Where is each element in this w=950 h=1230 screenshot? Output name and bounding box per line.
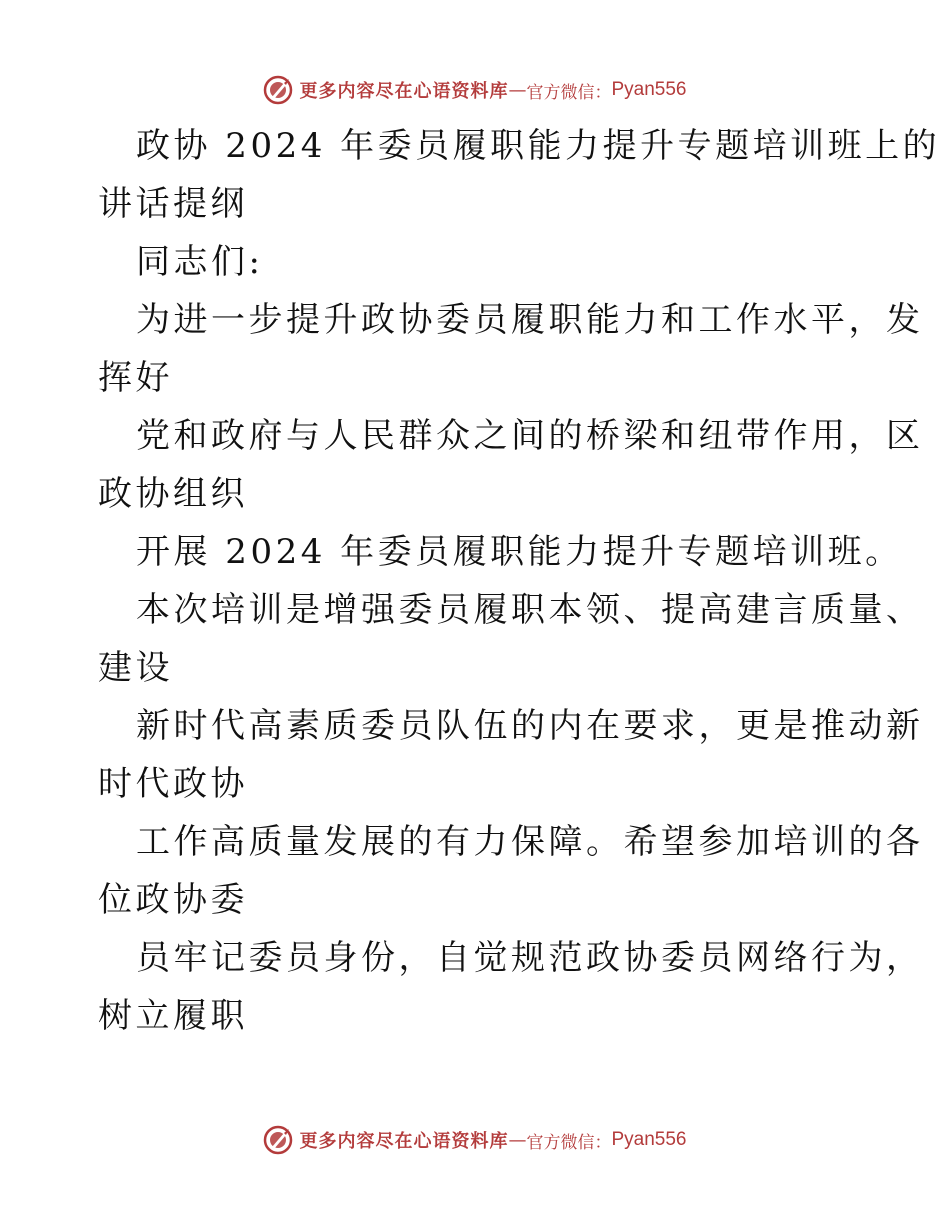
doc-line: 位政协委: [98, 880, 248, 920]
doc-line: 员牢记委员身份，自觉规范政协委员网络行为，: [136, 938, 924, 978]
doc-line: 新时代高素质委员队伍的内在要求，更是推动新: [136, 706, 924, 746]
doc-line: 政协组织: [98, 474, 248, 514]
doc-line: 同志们:: [136, 242, 264, 282]
doc-line: 挥好: [98, 358, 173, 398]
watermark-label: 官方微信：: [526, 1132, 612, 1153]
watermark-id: Pyan556: [611, 1129, 687, 1150]
doc-line: 建设: [98, 648, 173, 688]
watermark-label: 官方微信：: [526, 82, 612, 103]
watermark-dash: —: [508, 1129, 527, 1151]
doc-line: 党和政府与人民群众之间的桥梁和纽带作用，区: [136, 416, 924, 456]
doc-line: 本次培训是增强委员履职本领、提高建言质量、: [136, 590, 924, 630]
quill-logo-icon: [263, 75, 293, 105]
doc-line: 树立履职: [98, 996, 248, 1036]
doc-line: 政协 2024 年委员履职能力提升专题培训班上的: [136, 126, 941, 166]
watermark-dash: —: [508, 79, 527, 101]
doc-line: 时代政协: [98, 764, 248, 804]
doc-line: 为进一步提升政协委员履职能力和工作水平，发: [136, 300, 924, 340]
doc-line: 讲话提纲: [98, 184, 248, 224]
footer-watermark: [0, 1120, 950, 1160]
watermark-text: 更多内容尽在心语资料库: [299, 81, 509, 102]
doc-line: 开展 2024 年委员履职能力提升专题培训班。: [136, 532, 903, 572]
doc-line: 工作高质量发展的有力保障。希望参加培训的各: [136, 822, 924, 862]
header-watermark: [0, 70, 950, 110]
quill-logo-icon: [263, 1125, 293, 1155]
document-body: [98, 117, 941, 1045]
watermark-text: 更多内容尽在心语资料库: [299, 1131, 509, 1152]
watermark-id: Pyan556: [611, 79, 687, 100]
